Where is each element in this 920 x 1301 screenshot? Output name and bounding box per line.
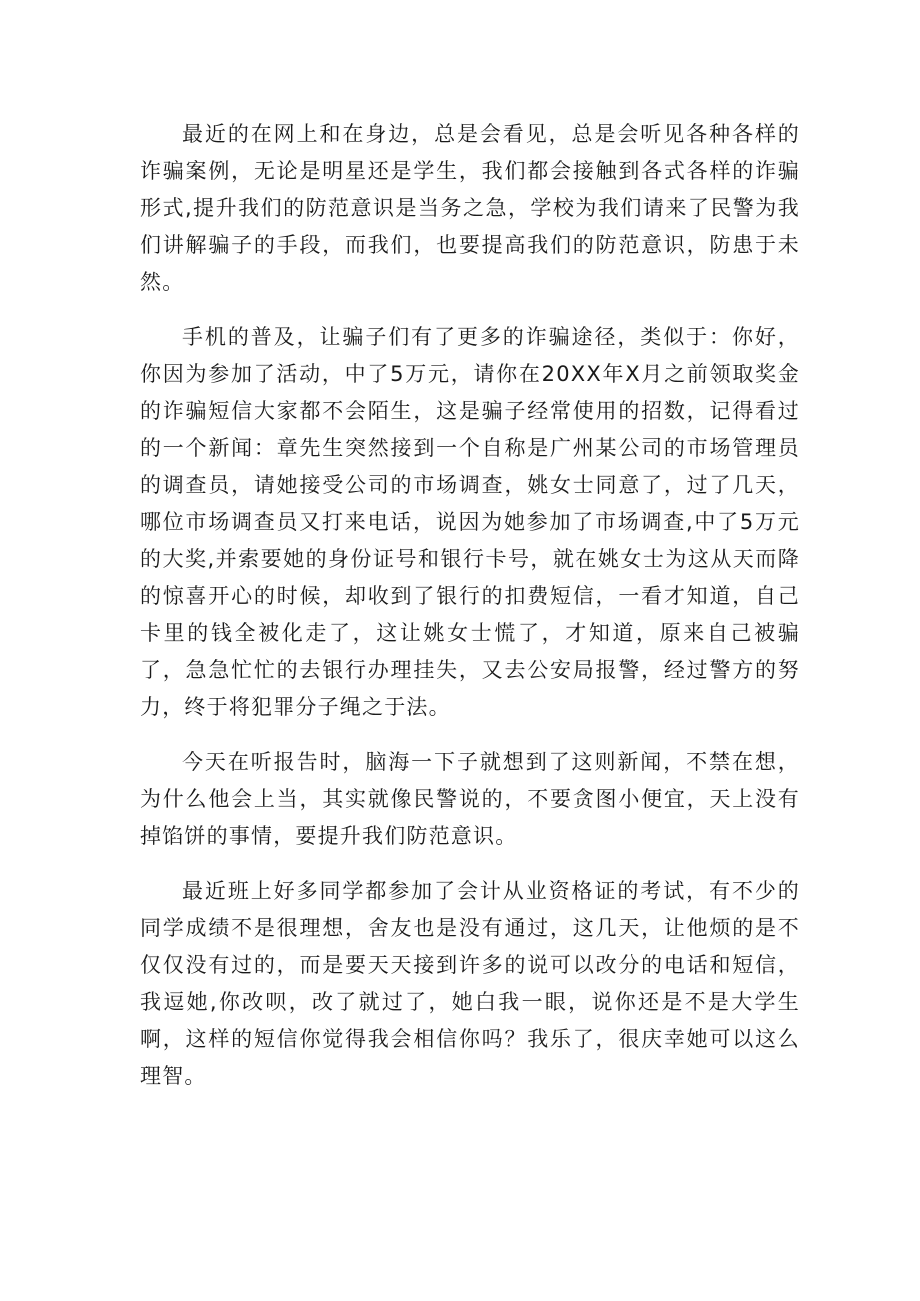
paragraph-1: 最近的在网上和在身边，总是会看见，总是会听见各种各样的诈骗案例，无论是明星还是学生，我们都会接触到各式各样的诈骗形式,提升我们的防范意识是当务之急，学校为我们请来了民警为我们讲解骗子的手段，而我们，也要提高我们的防范意识，防患于未然。 xyxy=(140,122,800,294)
document-body xyxy=(140,116,800,1113)
paragraph-3: 今天在听报告时，脑海一下子就想到了这则新闻，不禁在想，为什么他会上当，其实就像民警说的，不要贪图小便宜，天上没有掉馅饼的事情，要提升我们防范意识。 xyxy=(140,750,800,848)
paragraph-2: 手机的普及，让骗子们有了更多的诈骗途径，类似于：你好，你因为参加了活动，中了5万元，请你在20XX年X月之前领取奖金的诈骗短信大家都不会陌生，这是骗子经常使用的招数，记得看过的一个新闻：章先生突然接到一个自称是广州某公司的市场管理员的调查员，请她接受公司的市场调查，姚女士同意了，过了几天，哪位市场调查员又打来电话，说因为她参加了市场调查,中了5万元的大奖,并索要她的身份证号和银行卡号，就在姚女士为这从天而降的惊喜开心的时候，却收到了银行的扣费短信，一看才知道，自己卡里的钱全被化走了，这让姚女士慌了，才知道，原来自己被骗了，急急忙忙的去银行办理挂失，又去公安局报警，经过警方的努力，终于将犯罪分子绳之于法。 xyxy=(140,325,800,719)
paragraph-4: 最近班上好多同学都参加了会计从业资格证的考试，有不少的同学成绩不是很理想，舍友也是没有通过，这几天，让他烦的是不仅仅没有过的，而是要天天接到许多的说可以改分的电话和短信，我逗她,你改呗，改了就过了，她白我一眼，说你还是不是大学生啊，这样的短信你觉得我会相信你吗？我乐了，很庆幸她可以这么理智。 xyxy=(140,879,800,1088)
